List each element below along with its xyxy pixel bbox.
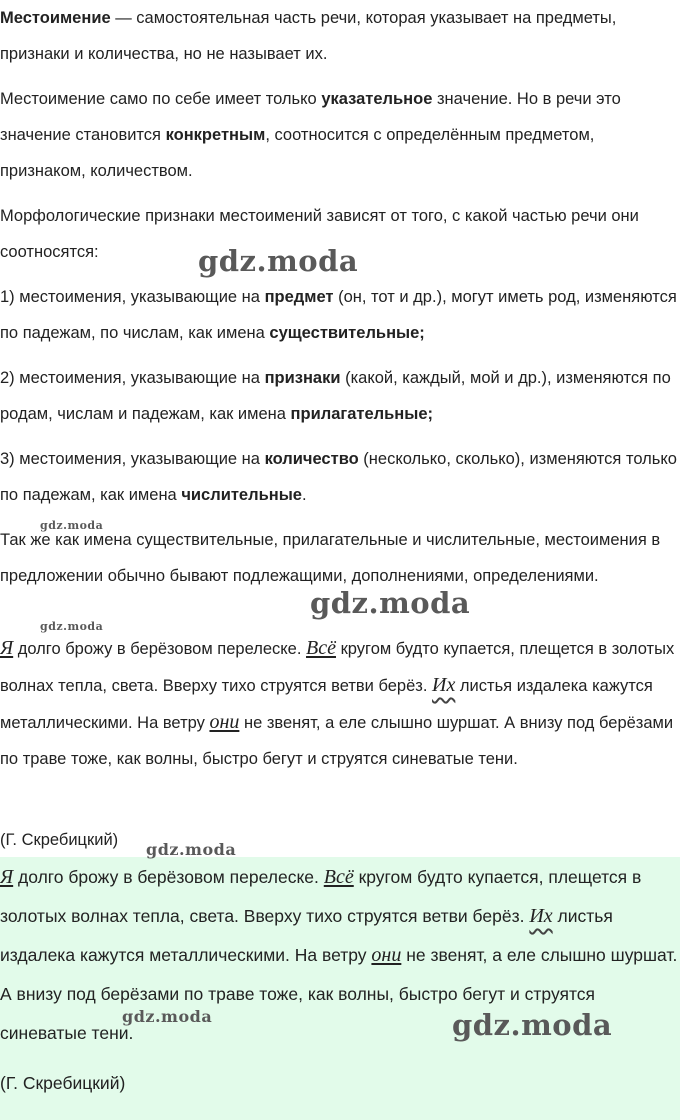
bold-term: числительные — [181, 486, 302, 504]
text-part: листья издалека кажутся металлическими. На ветру — [0, 677, 653, 732]
text-part: долго брожу в берёзовом перелеске. — [13, 867, 324, 887]
text-part: Местоимение само по себе имеет только — [0, 90, 322, 108]
bold-term: признаки — [264, 369, 341, 387]
bold-term: существительные; — [269, 324, 425, 342]
definition-text: — самостоятельная часть речи, которая указывает на предметы, признаки и количества, но не называет их. — [0, 9, 617, 63]
pronoun-vse: Всё — [323, 866, 354, 888]
text-part: (он, тот и др.), могут иметь род, изменяются по падежам, по числам, как имена — [0, 288, 677, 342]
text-part: Так же как имена существительные, прилагательные и числительные, местоимения в предложении обычно бывают подлежащими, дополнениями, определениями. — [0, 531, 661, 585]
answer-author-citation — [0, 1064, 680, 1103]
text-part: . — [301, 486, 307, 504]
text-part: (несколько, сколько), изменяются только по падежам, как имена — [0, 450, 677, 504]
bold-term: количество — [264, 450, 359, 468]
list-item — [0, 360, 680, 432]
text-part: 3) местоимения, указывающие на — [0, 450, 265, 468]
text-part: долго брожу в берёзовом перелеске. — [13, 640, 307, 658]
list-item — [0, 279, 680, 351]
meaning-paragraph — [0, 81, 680, 189]
pronoun-oni: они — [371, 944, 402, 966]
author-text: (Г. Скребицкий) — [0, 831, 119, 849]
author-text: (Г. Скребицкий) — [0, 1073, 126, 1093]
pronoun-ikh: Их — [529, 905, 553, 927]
syntax-paragraph — [0, 522, 680, 594]
bold-term: предмет — [264, 288, 334, 306]
list-item — [0, 441, 680, 513]
text-part: (какой, каждый, мой и др.), изменяются по родам, числам и падежам, как имена — [0, 369, 671, 423]
watermark-logo: gdz.moda — [452, 1008, 613, 1042]
bold-term: прилагательные; — [290, 405, 434, 423]
pronoun-vse: Всё — [306, 637, 336, 659]
definition-paragraph — [0, 0, 680, 72]
pronoun-ikh: Их — [432, 674, 456, 696]
watermark-logo: gdz.moda — [310, 586, 471, 620]
pronoun-ya: Я — [0, 637, 14, 659]
watermark-logo: gdz.moda — [40, 519, 104, 532]
watermark-logo: gdz.moda — [146, 840, 237, 859]
text-part: , соотносится с определённым предметом, признаком, количеством. — [0, 126, 595, 180]
watermark-logo: gdz.moda — [40, 620, 104, 633]
text-part: 2) местоимения, указывающие на — [0, 369, 265, 387]
bold-term: указательное — [321, 90, 433, 108]
text-part: не звенят, а еле слышно шуршат. А внизу под берёзами по траве тоже, как волны, быстро бегут и струятся синеватые тени. — [0, 714, 674, 768]
watermark-logo: gdz.moda — [198, 244, 359, 278]
term-bold: Местоимение — [0, 9, 111, 27]
author-citation — [0, 822, 680, 858]
text-part: Морфологические признаки местоимений зависят от того, с какой частью речи они соотносятся: — [0, 207, 639, 261]
example-text — [0, 630, 680, 777]
text-part: листья издалека кажутся металлическими. На ветру — [0, 906, 613, 965]
pronoun-oni: они — [209, 711, 240, 733]
bold-term: конкретным — [165, 126, 266, 144]
text-part: 1) местоимения, указывающие на — [0, 288, 265, 306]
text-part: кругом будто купается, плещется в золотых волнах тепла, света. Вверху тихо струятся ветви берёз. — [0, 640, 675, 695]
text-part: кругом будто купается, плещется в золотых волнах тепла, света. Вверху тихо струятся ветви берёз. — [0, 867, 642, 926]
pronoun-ya: Я — [0, 866, 14, 888]
watermark-logo: gdz.moda — [122, 1007, 213, 1026]
text-part: значение. Но в речи это значение становится — [0, 90, 621, 144]
text-part: не звенят, а еле слышно шуршат. А внизу под берёзами по траве тоже, как волны, быстро бегут и струятся синеватые тени. — [0, 945, 678, 1043]
